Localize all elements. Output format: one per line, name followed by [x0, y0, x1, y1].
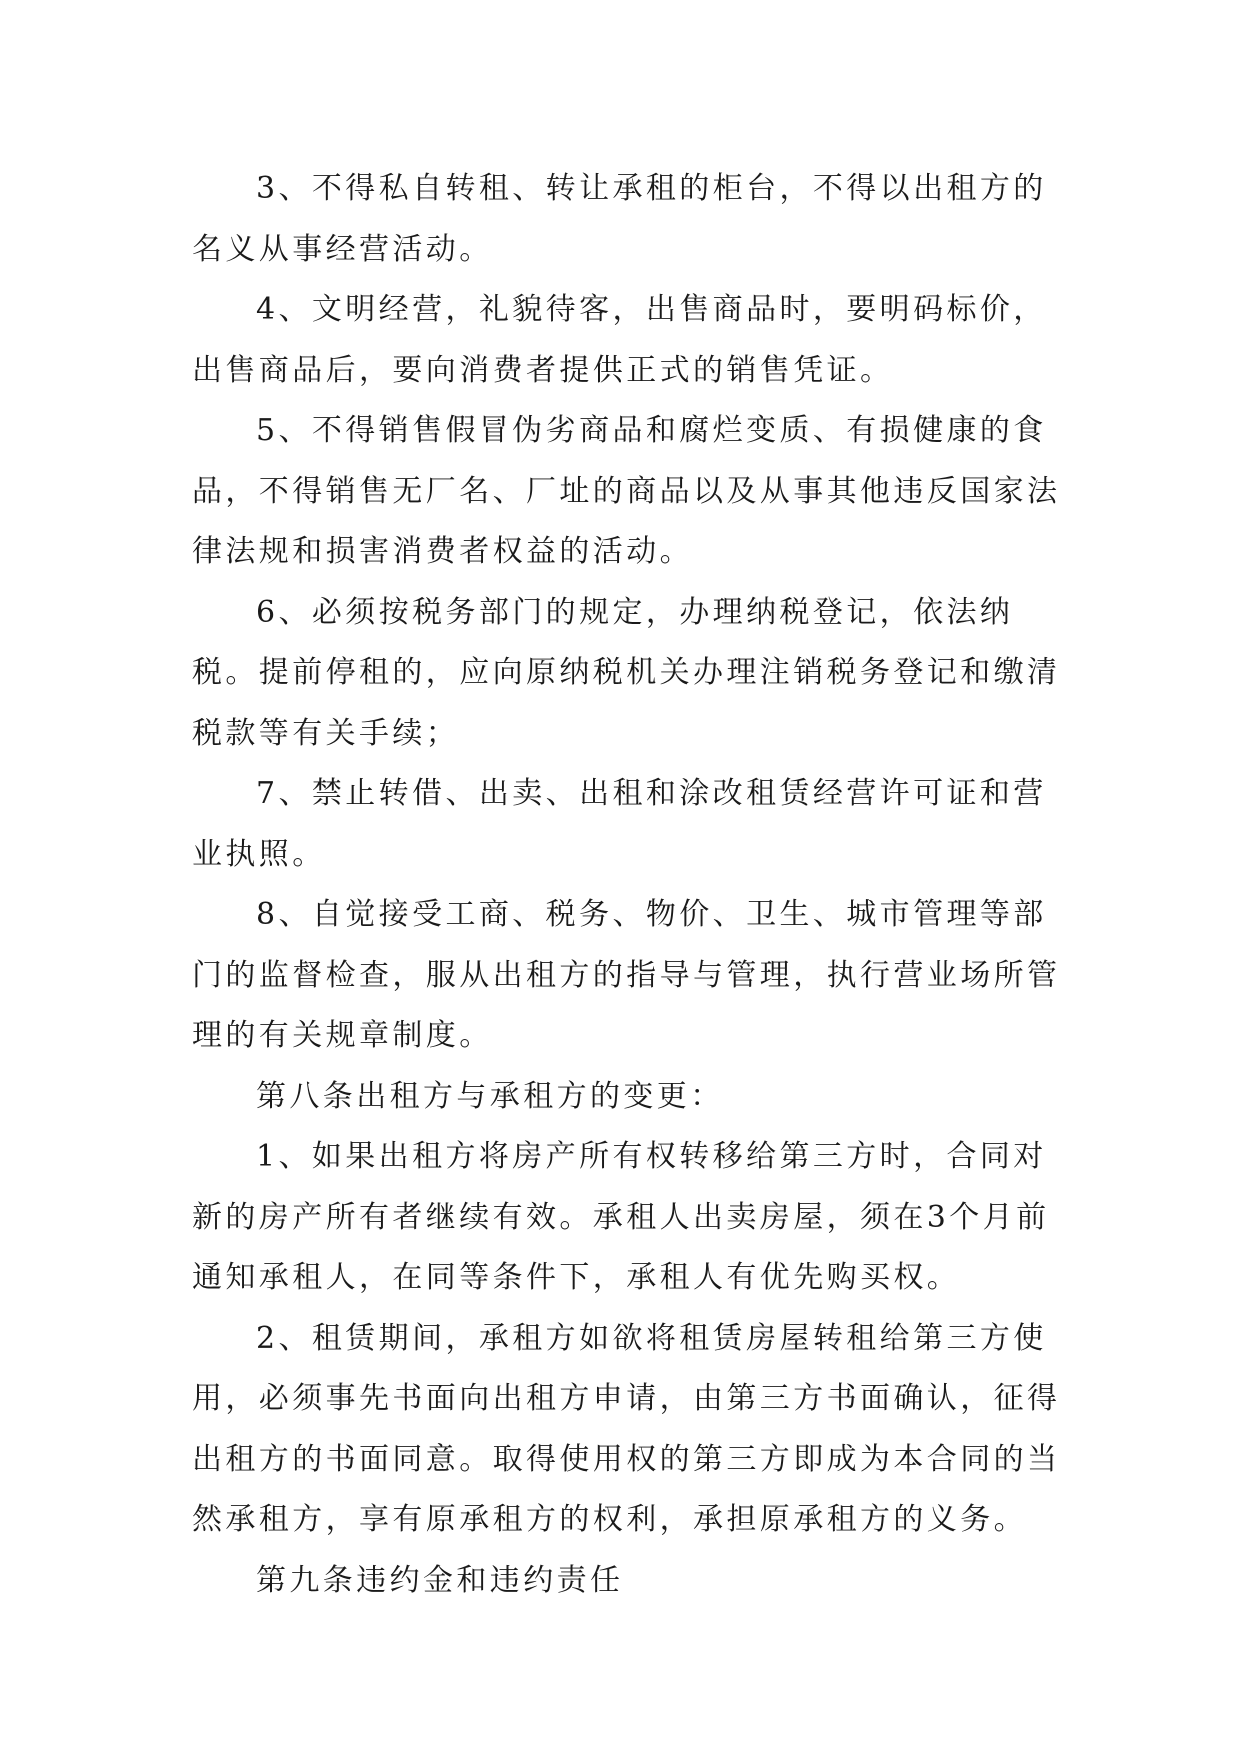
article-8-heading: 第八条出租方与承租方的变更： [256, 1078, 724, 1114]
document-body [192, 159, 1072, 1611]
paragraph-clause-8: 8、自觉接受工商、税务、物价、卫生、城市管理等部门的监督检查，服从出租方的指导与管理，执行营业场所管理的有关规章制度。 [192, 897, 1061, 1053]
paragraph-article-8-item-2: 2、租赁期间，承租方如欲将租赁房屋转租给第三方使用，必须事先书面向出租方申请，由第三方书面确认，征得出租方的书面同意。取得使用权的第三方即成为本合同的当然承租方，享有原承租方的权利，承担原承租方的义务。 [192, 1320, 1061, 1537]
paragraph-clause-4: 4、文明经营，礼貌待客，出售商品时，要明码标价，出售商品后，要向消费者提供正式的销售凭证。 [192, 292, 1047, 388]
paragraph-clause-3: 3、不得私自转租、转让承租的柜台，不得以出租方的名义从事经营活动。 [192, 171, 1047, 267]
article-9-heading: 第九条违约金和违约责任 [256, 1562, 624, 1598]
paragraph-clause-7: 7、禁止转借、出卖、出租和涂改租赁经营许可证和营业执照。 [192, 776, 1047, 872]
paragraph-article-8-item-1: 1、如果出租方将房产所有权转移给第三方时，合同对新的房产所有者继续有效。承租人出卖房屋，须在3个月前通知承租人，在同等条件下，承租人有优先购买权。 [192, 1139, 1050, 1295]
paragraph-clause-6: 6、必须按税务部门的规定，办理纳税登记，依法纳税。提前停租的，应向原纳税机关办理注销税务登记和缴清税款等有关手续； [192, 594, 1061, 751]
paragraph-clause-5: 5、不得销售假冒伪劣商品和腐烂变质、有损健康的食品，不得销售无厂名、厂址的商品以及从事其他违反国家法律法规和损害消费者权益的活动。 [192, 413, 1061, 569]
